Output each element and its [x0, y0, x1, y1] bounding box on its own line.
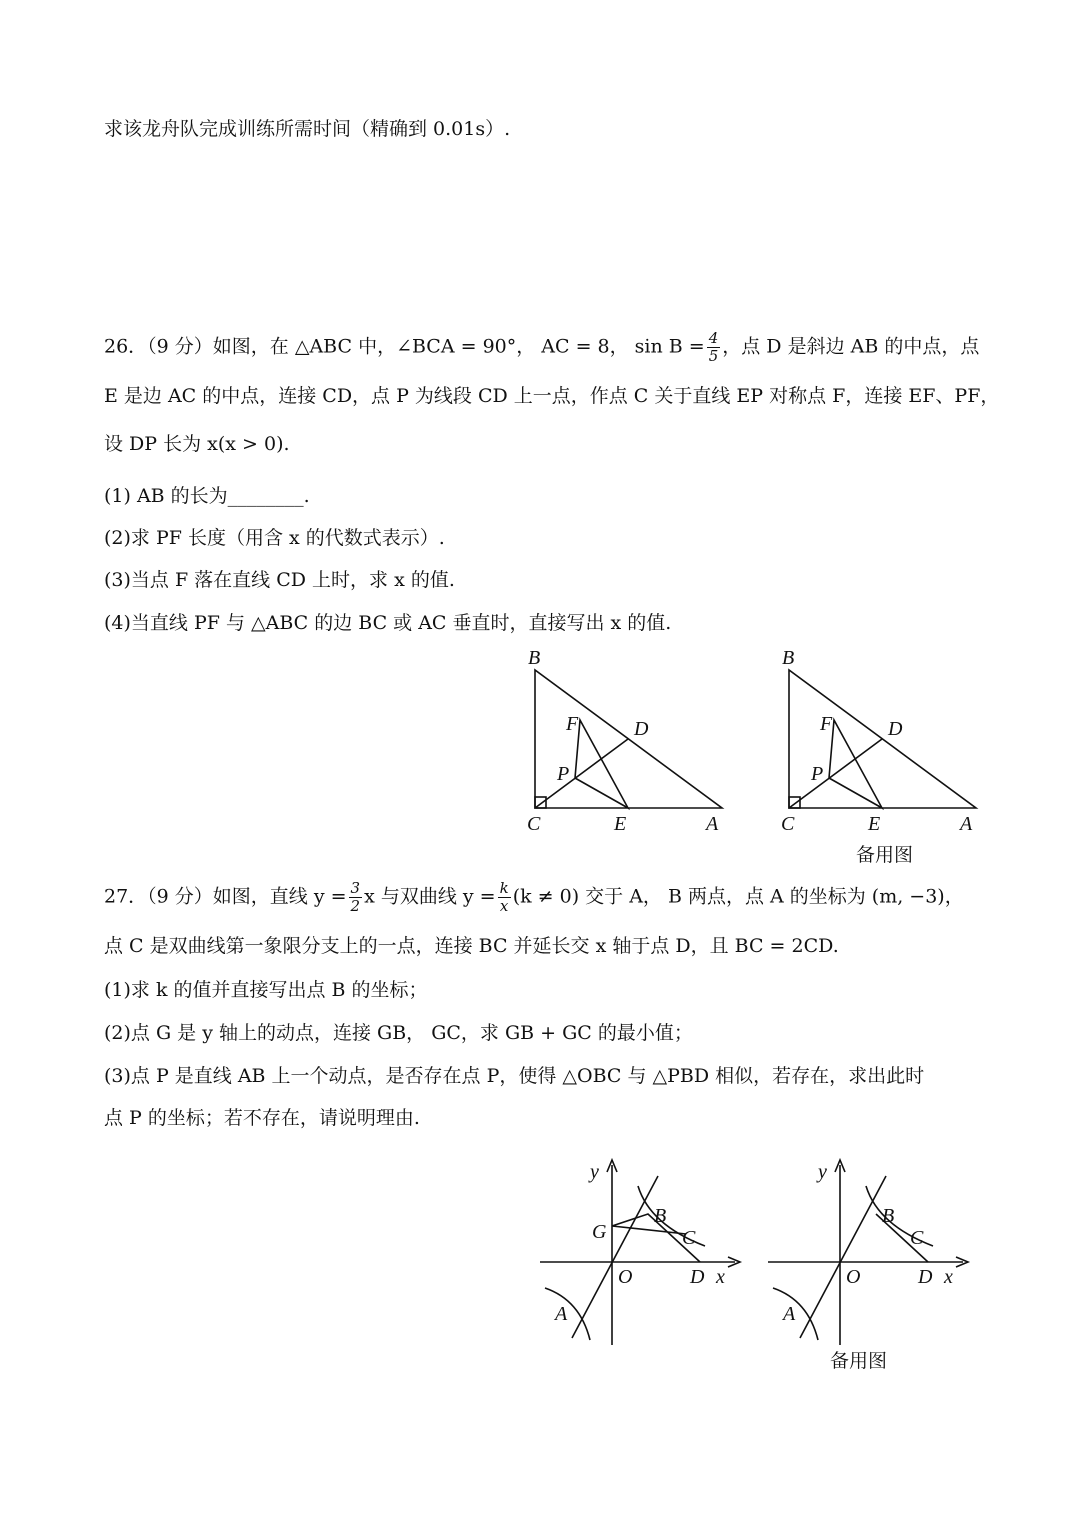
q26-text: 26．（9 分）如图，在 △ABC 中，∠BCA = 90°， AC = 8， sin B = [104, 335, 705, 358]
axes [540, 1165, 735, 1345]
q27-figure-main [540, 1160, 740, 1345]
q27-text: (k ≠ 0) 交于 A， B 两点，点 A 的坐标为 (m, −3)， [512, 885, 964, 908]
q26-line2: E 是边 AC 的中点，连接 CD，点 P 为线段 CD 上一点，作点 C 关于直线 EP 对称点 F，连接 EF、PF， [104, 385, 1000, 407]
q26-part1: (1) AB 的长为________. [104, 485, 310, 507]
label-B: B [882, 1205, 895, 1227]
label-x: x [944, 1266, 953, 1288]
triangle-lines [535, 670, 722, 808]
label-D: D [888, 718, 903, 740]
q27-figure-spare [768, 1160, 968, 1345]
q26-part4: (4)当直线 PF 与 △ABC 的边 BC 或 AC 垂直时，直接写出 x 的值. [104, 612, 672, 634]
label-F: F [566, 713, 579, 735]
label-E: E [868, 813, 881, 835]
q26-figure-spare [781, 647, 976, 835]
q27-line2: 点 C 是双曲线第一象限分支上的一点，连接 BC 并延长交 x 轴于点 D，且 BC = 2CD. [104, 935, 839, 957]
label-E: E [614, 813, 627, 835]
q26-part2: (2)求 PF 长度（用含 x 的代数式表示）. [104, 527, 445, 549]
label-x: x [716, 1266, 725, 1288]
label-B: B [654, 1205, 667, 1227]
label-C: C [781, 813, 795, 835]
q26-figure-main [527, 647, 722, 835]
label-y: y [818, 1161, 827, 1183]
q26-line3: 设 DP 长为 x(x > 0). [104, 433, 290, 455]
label-O: O [846, 1266, 861, 1288]
q27-text: 27．（9 分）如图，直线 y = [104, 885, 347, 908]
label-C: C [910, 1227, 924, 1249]
label-A: A [783, 1303, 796, 1325]
numerator: 4 [708, 329, 719, 347]
label-D: D [918, 1266, 933, 1288]
label-C: C [527, 813, 541, 835]
denominator: x [499, 897, 509, 915]
q26-text: ，点 D 是斜边 AB 的中点，点 [722, 335, 980, 358]
q27-spare-caption: 备用图 [830, 1350, 888, 1372]
label-D: D [634, 718, 649, 740]
label-y: y [590, 1161, 599, 1183]
q27-part1: (1)求 k 的值并直接写出点 B 的坐标； [104, 979, 428, 1001]
denominator: 5 [708, 347, 719, 365]
label-O: O [618, 1266, 633, 1288]
label-B: B [782, 647, 795, 669]
q26-part3: (3)当点 F 落在直线 CD 上时，求 x 的值. [104, 569, 455, 591]
numerator: 3 [350, 879, 361, 897]
label-P: P [811, 763, 824, 785]
label-A: A [706, 813, 719, 835]
label-A: A [960, 813, 973, 835]
q27-part3a: (3)点 P 是直线 AB 上一个动点，是否存在点 P，使得 △OBC 与 △PBD 相似，若存在，求出此时 [104, 1065, 925, 1087]
label-A: A [555, 1303, 568, 1325]
label-F: F [820, 713, 833, 735]
label-D: D [690, 1266, 705, 1288]
q25-tail-text: 求该龙舟队完成训练所需时间（精确到 0.01s）. [104, 118, 511, 140]
label-C: C [682, 1227, 696, 1249]
q27-part2: (2)点 G 是 y 轴上的动点，连接 GB， GC，求 GB + GC 的最小值； [104, 1022, 693, 1044]
hyperbola-q3 [545, 1288, 590, 1340]
q26-spare-caption: 备用图 [856, 844, 914, 866]
label-G: G [592, 1221, 607, 1243]
label-P: P [557, 763, 570, 785]
label-B: B [528, 647, 541, 669]
numerator: k [499, 879, 509, 897]
denominator: 2 [350, 897, 361, 915]
q27-text: x 与双曲线 y = [364, 885, 496, 908]
q27-part3b: 点 P 的坐标；若不存在，请说明理由. [104, 1107, 420, 1129]
axis-arrows [607, 1160, 740, 1267]
